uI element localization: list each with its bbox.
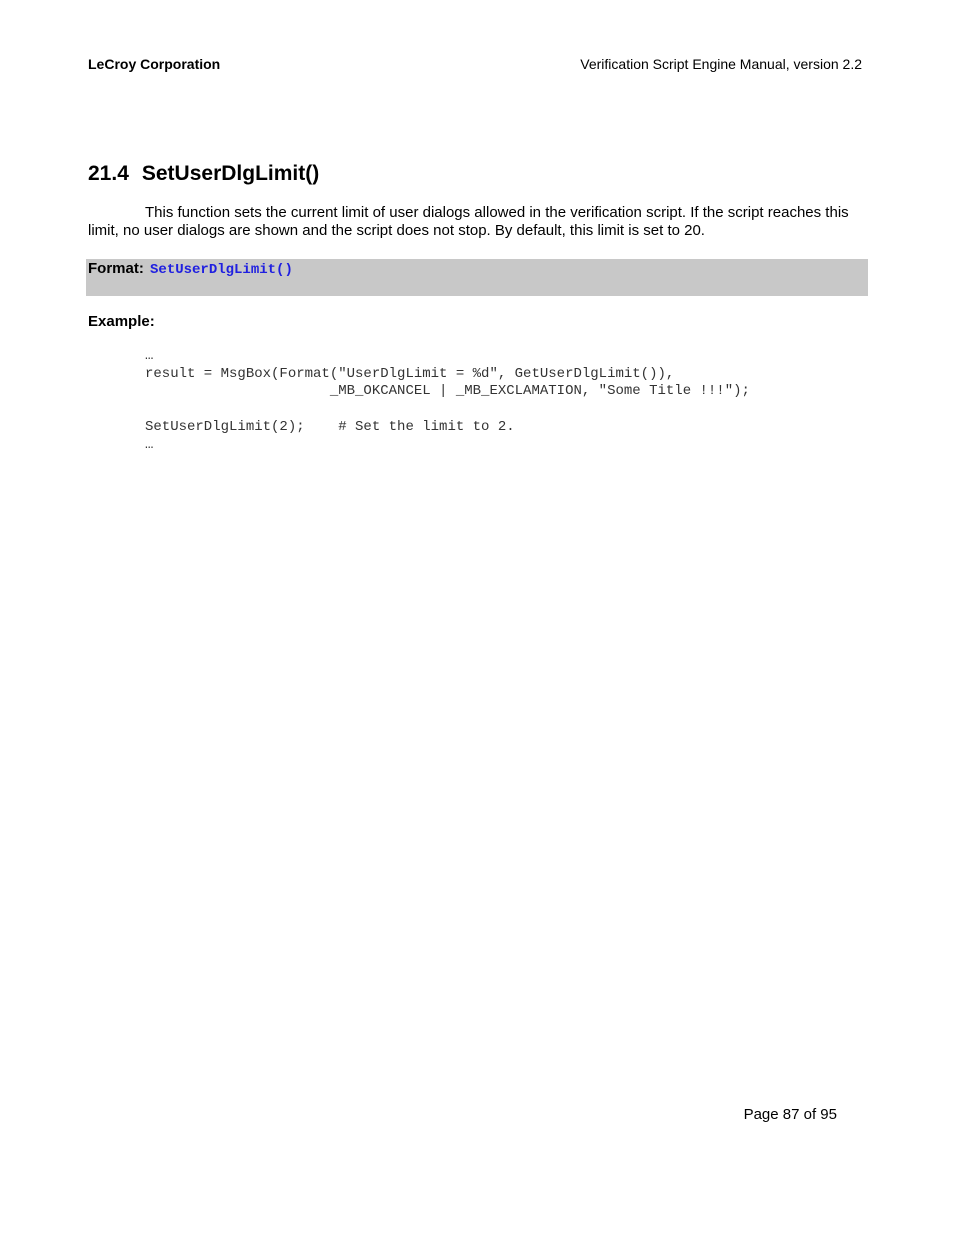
header-manual-title: Verification Script Engine Manual, version 2.2 <box>580 56 862 72</box>
code-line: _MB_OKCANCEL | _MB_EXCLAMATION, "Some Title !!!"); <box>145 383 750 400</box>
example-code-block <box>145 348 750 454</box>
format-box <box>86 259 868 296</box>
format-code: SetUserDlgLimit() <box>150 262 293 278</box>
format-label: Format: <box>88 260 144 277</box>
page-number: Page 87 of 95 <box>743 1106 837 1123</box>
code-line: SetUserDlgLimit(2); # Set the limit to 2. <box>145 418 515 435</box>
header-company: LeCroy Corporation <box>88 56 221 72</box>
code-line <box>145 401 750 419</box>
section-description: This function sets the current limit of user dialogs allowed in the verification script. If the script reaches this limit, no user dialogs are shown and the script does not stop. By default, this limit is set to 20. <box>88 204 849 239</box>
section-heading <box>88 162 319 186</box>
code-line: … <box>145 436 154 453</box>
section-number: 21.4 <box>88 162 129 185</box>
format-line <box>88 260 293 278</box>
code-line: result = MsgBox(Format("UserDlgLimit = %d", GetUserDlgLimit()), <box>145 365 675 382</box>
example-label: Example: <box>88 313 155 330</box>
code-line: … <box>145 348 154 364</box>
section-title: SetUserDlgLimit() <box>141 162 320 185</box>
